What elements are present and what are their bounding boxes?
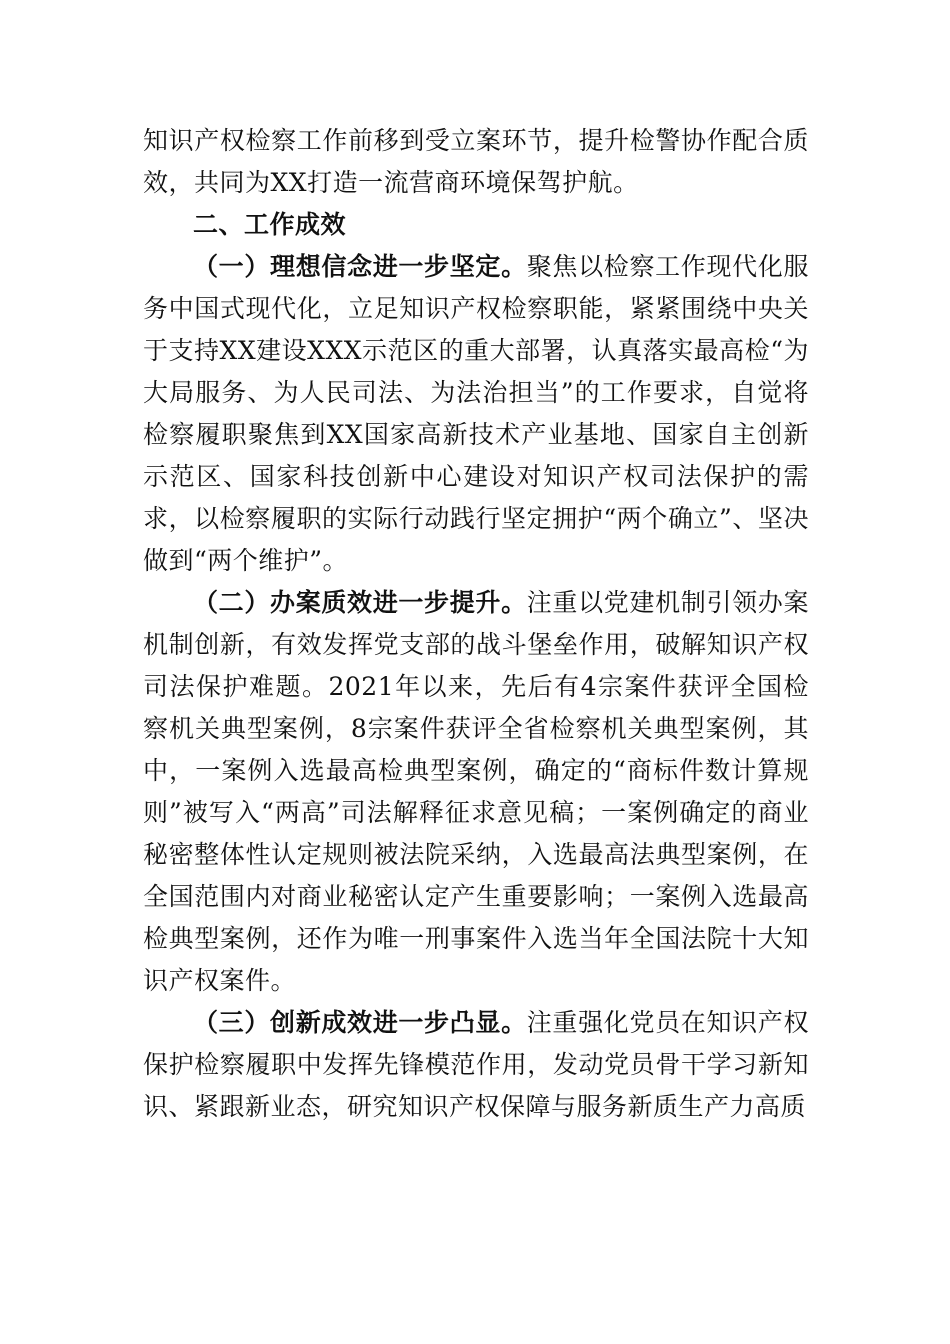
paragraph-lead: （三）创新成效进一步凸显。	[193, 1008, 527, 1037]
paragraph-text: 聚焦以检察工作现代化服务中国式现代化，立足知识产权检察职能，紧紧围绕中央关于支持XX建设XXX示范区的重大部署，认真落实最高检“为大局服务、为人民司法、为法治担当”的工作要求，自觉将检察履职聚焦到XX国家高新技术产业基地、国家自主创新示范区、国家科技创新中心建设对知识产权司法保护的需求，以检察履职的实际行动践行坚定拥护“两个确立”、坚决做到“两个维护”。	[143, 252, 809, 575]
document-body	[143, 120, 809, 1128]
paragraph-lead: （二）办案质效进一步提升。	[193, 588, 527, 617]
paragraph-case-quality	[143, 582, 809, 1002]
paragraph-innovation	[143, 1002, 809, 1128]
paragraph-ideals	[143, 246, 809, 582]
paragraph-text: 注重以党建机制引领办案机制创新，有效发挥党支部的战斗堡垒作用，破解知识产权司法保护难题。2021年以来，先后有4宗案件获评全国检察机关典型案例，8宗案件获评全省检察机关典型案例，其中，一案例入选最高检典型案例，确定的“商标件数计算规则”被写入“两高”司法解释征求意见稿；一案例确定的商业秘密整体性认定规则被法院采纳，入选最高法典型案例，在全国范围内对商业秘密认定产生重要影响；一案例入选最高检典型案例，还作为唯一刑事案件入选当年全国法院十大知识产权案件。	[143, 588, 809, 995]
section-heading: 二、工作成效	[193, 210, 347, 239]
paragraph-text: 注重强化党员在知识产权保护检察履职中发挥先锋模范作用，发动党员骨干学习新知识、紧跟新业态，研究知识产权保障与服务新质生产力高质	[143, 1008, 809, 1121]
continuation-paragraph: 知识产权检察工作前移到受立案环节，提升检警协作配合质效，共同为XX打造一流营商环境保驾护航。	[143, 126, 809, 197]
paragraph-lead: （一）理想信念进一步坚定。	[193, 252, 527, 281]
